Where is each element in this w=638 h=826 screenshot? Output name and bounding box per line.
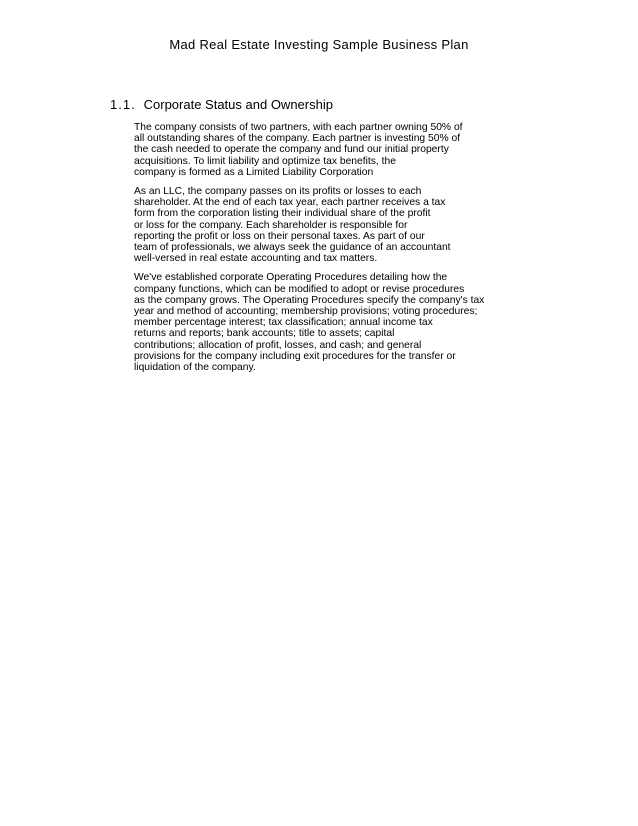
paragraph-operating-procedures	[134, 272, 544, 373]
section-heading	[110, 97, 333, 112]
paragraph-line: company is formed as a Limited Liability Corporation	[134, 166, 374, 178]
paragraph-line: company functions, which can be modified to adopt or revise procedures	[134, 283, 465, 295]
paragraph-line: The company consists of two partners, with each partner owning 50% of	[134, 122, 463, 133]
paragraph-line: shareholder. At the end of each tax year, each partner receives a tax	[134, 197, 446, 209]
paragraph-line: form from the corporation listing their individual share of the profit	[134, 208, 431, 220]
section-body	[134, 122, 544, 381]
paragraph-line: As an LLC, the company passes on its profits or losses to each	[134, 186, 422, 198]
paragraph-line: well-versed in real estate accounting and tax matters.	[134, 253, 378, 265]
section-title: Corporate Status and Ownership	[143, 97, 333, 112]
paragraph-line: year and method of accounting; membership provisions; voting procedures;	[134, 306, 478, 318]
paragraph-line: provisions for the company including exit procedures for the transfer or	[134, 350, 456, 362]
paragraph-line: returns and reports; bank accounts; title to assets; capital	[134, 328, 395, 340]
paragraph-line: the cash needed to operate the company and fund our initial property	[134, 144, 449, 156]
paragraph-line: or loss for the company. Each shareholder is responsible for	[134, 219, 408, 231]
section-number: 1.1.	[110, 97, 136, 112]
paragraph-line: liquidation of the company.	[134, 362, 256, 374]
paragraph-llc	[134, 186, 544, 264]
paragraph-ownership	[134, 122, 544, 178]
paragraph-line: as the company grows. The Operating Procedures specify the company's tax	[134, 294, 485, 306]
paragraph-line: We've established corporate Operating Procedures detailing how the	[134, 272, 448, 284]
paragraph-line: reporting the profit or loss on their personal taxes. As part of our	[134, 230, 425, 242]
paragraph-line: contributions; allocation of profit, losses, and cash; and general	[134, 339, 422, 351]
document-header: Mad Real Estate Investing Sample Business Plan	[169, 37, 469, 52]
paragraph-line: member percentage interest; tax classification; annual income tax	[134, 317, 433, 329]
paragraph-line: acquisitions. To limit liability and optimize tax benefits, the	[134, 155, 396, 167]
paragraph-line: team of professionals, we always seek the guidance of an accountant	[134, 242, 451, 254]
paragraph-line: all outstanding shares of the company. Each partner is investing 50% of	[134, 133, 461, 145]
